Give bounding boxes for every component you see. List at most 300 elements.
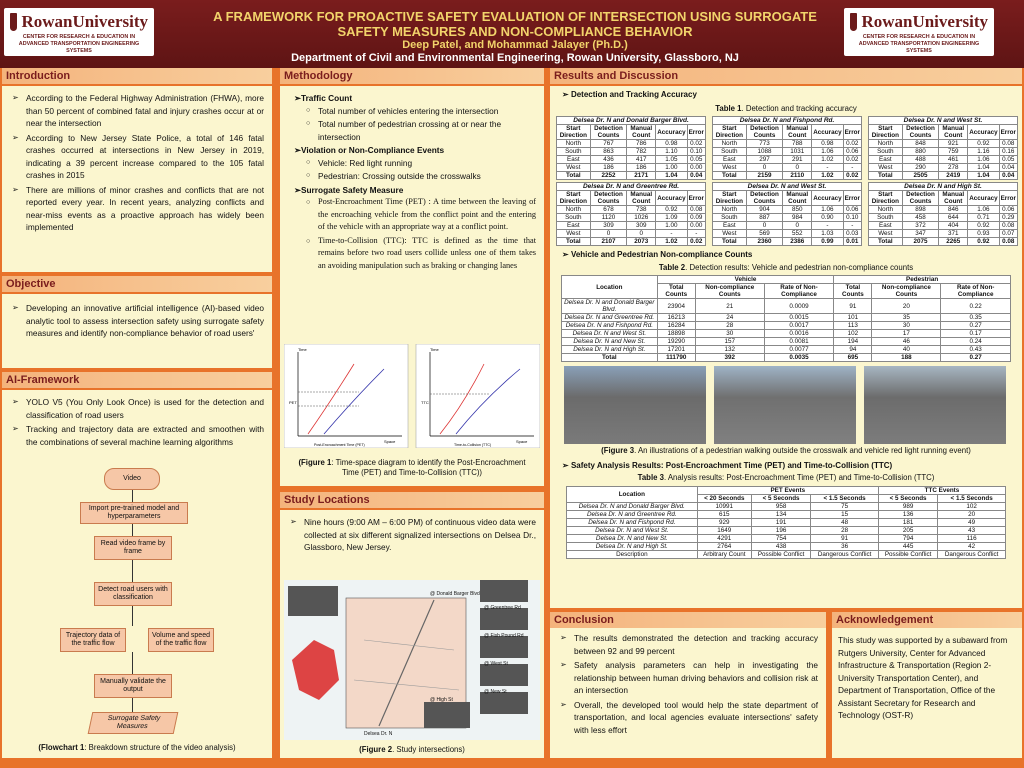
table-cell: 392 [695,354,764,362]
figure3-caption: (Figure 3. An illustrations of a pedestrian walking outside the crosswalk and vehicle red light running event) [601,446,971,455]
table-row [869,172,1018,180]
table-header-cell: Start Direction [869,125,903,140]
table-cell: Delsea Dr. N and Fishpond Rd. [562,322,658,330]
map-label: Delsea Dr. N [364,731,393,737]
table-row [869,140,1018,148]
table-cell: Delsea Dr. N and New St. [567,534,698,542]
diagram-time-label: Time [298,347,307,352]
table-cell: 759 [939,148,968,156]
table-cell: 887 [746,214,783,222]
table-cell: 767 [590,140,627,148]
table-header-cell: Error [999,191,1017,206]
table-cell: East [557,222,591,230]
table-cell: 0.98 [812,140,843,148]
objective-panel [2,294,272,368]
flow-validate: Manually validate the output [94,674,172,698]
table-cell: 0.04 [687,172,705,180]
table-cell: 1.06 [968,206,999,214]
table-cell: 17 [872,330,941,338]
noncompliance-heading: ➢ Vehicle and Pedestrian Non-compliance Counts [562,250,753,259]
ai-framework-panel [2,390,272,758]
table-row [869,156,1018,164]
flow-arrow [132,490,133,502]
table-cell: 0.27 [941,354,1011,362]
table-cell: 23904 [657,299,695,314]
table-cell: 1.09 [656,214,687,222]
conclusion-heading: Conclusion [550,612,826,628]
table-cell: 786 [627,140,656,148]
table-cell: 0.02 [843,172,861,180]
table-header-cell: Vehicle [657,276,834,284]
rowan-logo-right: RowanUniversity CENTER FOR RESEARCH & EDUCATION IN ADVANCED TRANSPORTATION ENGINEERING SYSTEMS [844,8,994,56]
table-cell: 2171 [627,172,656,180]
table-cell: South [869,148,903,156]
table-cell: 42 [938,542,1006,550]
table-cell: - [843,164,861,172]
methodology-heading: Methodology [280,68,544,84]
table-cell: 1.04 [968,172,999,180]
table-row [557,156,706,164]
table-cell: 0.01 [843,238,861,246]
table-cell: 2265 [939,238,968,246]
table-cell: 0.93 [968,230,999,238]
table-cell: West [557,164,591,172]
table-cell: 1.05 [656,156,687,164]
table-row [869,222,1018,230]
table-cell: South [713,214,747,222]
table-cell: 0.10 [843,214,861,222]
traffic-count-list [288,105,536,144]
table-row [557,140,706,148]
table-header-cell: < 1.5 Seconds [811,494,879,502]
table-cell: Delsea Dr. N and Donald Barger Blvd. [562,299,658,314]
table-cell: Description [567,550,698,558]
table-header-cell: Start Direction [713,125,747,140]
table-cell: Total [869,172,903,180]
flowchart-caption: (Flowchart 1: Breakdown structure of the video analysis) [38,743,236,752]
department: Department of Civil and Environmental Engineering, Rowan University, Glassboro, NJ [291,52,739,64]
table-cell: 28 [695,322,764,330]
table-cell: 0.0016 [764,330,834,338]
flow-arrow [132,606,133,626]
table-cell: 116 [938,534,1006,542]
table-cell: 4291 [697,534,751,542]
table-cell: East [869,222,903,230]
table-cell: 0 [783,164,812,172]
table-row [713,230,862,238]
table-cell: East [869,156,903,164]
table-cell: 0.92 [968,238,999,246]
table-row [557,222,706,230]
table-cell: Delsea Dr. N and High St. [567,542,698,550]
table-cell: 0.92 [968,222,999,230]
table-cell: 101 [834,314,872,322]
table-cell: Total [562,354,658,362]
table-cell: Delsea Dr. N and Donald Barger Blvd. [557,117,706,125]
diagram-pet-title: Post-Encroachment Time (PET) [314,443,365,447]
table-cell: Delsea Dr. N and High St. [869,183,1018,191]
flow-arrow [132,524,133,536]
table-cell: 0.99 [812,238,843,246]
table-cell: 1120 [590,214,627,222]
table-cell: East [713,156,747,164]
table-row [567,510,1006,518]
table-cell: 1.16 [968,148,999,156]
table-cell: 0.07 [999,230,1017,238]
table-cell: 0.00 [687,222,705,230]
table-cell: 0.92 [968,140,999,148]
table-row [562,322,1011,330]
table-header-cell: < 5 Seconds [878,494,937,502]
diagram-ttc-label: TTC [421,400,429,405]
table-cell: 75 [811,502,879,510]
table-cell: 1031 [783,148,812,156]
table-cell: 458 [902,214,939,222]
table-row [567,534,1006,542]
table-cell: 644 [939,214,968,222]
objective-heading: Objective [2,276,272,292]
table-cell: Possible Conflict [878,550,937,558]
table-cell: 1649 [697,526,751,534]
table-cell: 309 [627,222,656,230]
table-cell: 0 [590,230,627,238]
table-row [869,230,1018,238]
table-row [713,191,862,206]
violation-heading: ➢Violation or Non-Compliance Events [294,145,445,155]
objective-bullet: ➢ Developing an innovative artificial intelligence (AI)-based video analytic tool to assess intersection safety using surrogate safety measures and identify non-compliance behavior of road users' [10,302,264,340]
table-cell: 1026 [627,214,656,222]
table-row [567,518,1006,526]
intersection-photo [864,366,1006,444]
study-locations-list [288,516,536,554]
table-header-cell: Location [562,276,658,299]
table-cell: 880 [902,148,939,156]
table-cell: 19290 [657,338,695,346]
table-cell: 2110 [783,172,812,180]
table-header-cell: Detection Counts [590,191,627,206]
table-cell: 0.08 [999,238,1017,246]
table-cell: 21 [695,299,764,314]
violation-list [288,157,536,183]
ai-framework-list [10,396,264,448]
table-cell: 2252 [590,172,627,180]
table-cell: 297 [746,156,783,164]
table-header-cell: Non-compliance Counts [695,284,764,299]
table-header-cell: Start Direction [713,191,747,206]
diagram-space-label: Space [516,439,528,444]
table-cell: 863 [590,148,627,156]
table-row [562,338,1011,346]
table-row [869,238,1018,246]
conclusion-bullet: ➢ Overall, the developed tool would help the state department of transportation, and local agencies evaluate intersections' safety with less effort [558,699,818,737]
table-header-cell: Accuracy [656,125,687,140]
table-cell: 0.06 [999,206,1017,214]
table-cell: 1.06 [968,156,999,164]
table-cell: West [713,230,747,238]
table-cell: 2075 [902,238,939,246]
table-row [562,330,1011,338]
table-cell: - [687,230,705,238]
red-light-photo [714,366,856,444]
methodology-panel [280,86,544,486]
flow-ssm: Surrogate Safety Measures [88,712,179,734]
table-header-cell: Rate of Non-Compliance [764,284,834,299]
table-cell: 15 [811,510,879,518]
table-cell: Dangerous Conflict [811,550,879,558]
table-cell: 1.00 [656,164,687,172]
intersection-photo [288,586,338,616]
table-header-cell: Detection Counts [746,191,783,206]
table-header-cell: Manual Count [783,191,812,206]
table1-block [712,182,862,246]
ssm-list [288,196,536,272]
table-cell: Delsea Dr. N and Greentree Rd. [562,314,658,322]
table-cell: 20 [938,510,1006,518]
table-cell: 1.02 [656,238,687,246]
table-header-cell: TTC Events [878,486,1005,494]
conclusion-bullet: ➢ The results demonstrated the detection and tracking accuracy between 92 and 99 percent [558,632,818,657]
map-label: @ Fish Pound Rd [484,633,524,639]
results-heading: Results and Discussion [550,68,1022,84]
table-header-cell: Start Direction [557,125,591,140]
table-cell: 678 [590,206,627,214]
table-cell: 794 [878,534,937,542]
table-cell: Dangerous Conflict [938,550,1006,558]
table1-block [556,116,706,180]
table-cell: 10991 [697,502,751,510]
table-row [713,140,862,148]
table-cell: 773 [746,140,783,148]
table-cell: 984 [783,214,812,222]
table-cell: 0.98 [656,140,687,148]
table-cell: South [557,214,591,222]
table-cell: 0.17 [941,330,1011,338]
table-cell: 188 [872,354,941,362]
table-row [562,314,1011,322]
conclusion-bullet: ➢ Safety analysis parameters can help in investigating the relationship between human driving behaviors and collision risk at an intersection [558,659,818,697]
table-row [713,206,862,214]
table-cell: 0.02 [687,238,705,246]
table-cell: 43 [938,526,1006,534]
table-header-cell: Location [567,486,698,502]
safety-heading: ➢ Safety Analysis Results: Post-Encroachment Time (PET) and Time-to-Collision (TTC) [562,460,893,470]
table-cell: 1.03 [812,230,843,238]
introduction-heading: Introduction [2,68,272,84]
study-locations-heading: Study Locations [280,492,544,508]
table-cell: 0.09 [687,214,705,222]
table-cell: 46 [872,338,941,346]
table-cell: 738 [627,206,656,214]
table-cell: 30 [872,322,941,330]
ssm-heading: ➢Surrogate Safety Measure [294,184,404,195]
table-cell: 290 [902,164,939,172]
table-cell: 347 [902,230,939,238]
table-cell: 40 [872,346,941,354]
table-cell: 134 [751,510,810,518]
table-cell: 0.03 [843,230,861,238]
table-cell: 1.10 [656,148,687,156]
table-cell: Total [713,172,747,180]
table-cell: - [812,164,843,172]
introduction-list [10,92,264,234]
table-cell: 371 [939,230,968,238]
table-cell: East [557,156,591,164]
table-row [869,164,1018,172]
table1-block [868,182,1018,246]
table-cell: Delsea Dr. N and West St. [713,183,862,191]
table-header-cell: Error [843,125,861,140]
table-cell: North [713,206,747,214]
table2 [561,275,1011,362]
table-header-cell: Manual Count [939,125,968,140]
table-cell: 0 [627,230,656,238]
table-cell: 2764 [697,542,751,550]
table-cell: 569 [746,230,783,238]
table-cell: 0.02 [687,140,705,148]
table-row [869,148,1018,156]
flow-read: Read video frame by frame [94,536,172,560]
table-cell: 552 [783,230,812,238]
table-cell: 16213 [657,314,695,322]
table-header-cell: Manual Count [627,125,656,140]
table-row [713,172,862,180]
table-cell: Total [557,172,591,180]
introduction-panel [2,86,272,272]
figure1-caption: (Figure 1: Time-space diagram to identify the Post-Encroachment Time (PET) and Time-to-Collision (TTC)) [298,458,526,477]
table-row [713,222,862,230]
table-cell: 191 [751,518,810,526]
table-cell: 0.24 [941,338,1011,346]
table-cell: 1088 [746,148,783,156]
table-cell: 372 [902,222,939,230]
diagram-space-label: Space [384,439,396,444]
table-cell: 2386 [783,238,812,246]
table-cell: Delsea Dr. N and West St. [567,526,698,534]
table-cell: 0.08 [999,222,1017,230]
table-cell: 2505 [902,172,939,180]
conclusion-list [558,632,818,736]
figure3-photos [556,366,1016,444]
table-cell: 1.00 [656,222,687,230]
table-cell: 49 [938,518,1006,526]
table-cell: 0.0009 [764,299,834,314]
table-row [869,125,1018,140]
table-cell: 102 [938,502,1006,510]
table-header-cell: Error [999,125,1017,140]
table-cell: 0.16 [999,148,1017,156]
table-cell: 157 [695,338,764,346]
table-row [869,206,1018,214]
map-label: @ High St [430,697,453,703]
table-cell: 102 [834,330,872,338]
ssm-item: ○ Post-Encroachment Time (PET) : A time between the leaving of the encroaching vehicle from the conflict point and the entering of the vehicle with an appropriate way at a conflict point. [306,196,536,234]
table-cell: 2159 [746,172,783,180]
table-header-cell: Error [687,191,705,206]
traffic-count-heading: ➢Traffic Count [294,93,353,103]
table-cell: Delsea Dr. N and Fishpond Rd. [567,518,698,526]
table-cell: Total [713,238,747,246]
map-label: @ Greentree Rd [484,605,521,611]
table-cell: 0.0035 [764,354,834,362]
table-cell: 0.27 [941,322,1011,330]
table-cell: Delsea Dr. N and New St. [562,338,658,346]
table-row [869,214,1018,222]
ai-framework-heading: AI-Framework [2,372,272,388]
table-cell: 0.08 [999,140,1017,148]
table-cell: Arbitrary Count [697,550,751,558]
map-label: @ West St [484,661,508,667]
figure2-caption: (Figure 2. Study intersections) [359,745,465,754]
table-header-cell: Accuracy [968,191,999,206]
flow-arrow [132,698,133,712]
table-header-cell: Detection Counts [590,125,627,140]
table-row [713,238,862,246]
table-cell: Delsea Dr. N and West St. [869,117,1018,125]
table-cell: 615 [697,510,751,518]
table-cell: 2419 [939,172,968,180]
table-cell: 417 [627,156,656,164]
flow-trajectory: Trajectory data of the traffic flow [60,628,126,652]
table-cell: 132 [695,346,764,354]
table-cell: 921 [939,140,968,148]
table-header-cell: Manual Count [627,191,656,206]
intro-bullet: ➢ According to New Jersey State Police, a total of 146 fatal crashes occurred at intersections in New Jersey in 2019, indicating a 39 percent increase compared to the 105 fatal crashes in 2015 [10,132,264,182]
table-cell: South [713,148,747,156]
table-cell: 186 [590,164,627,172]
pedestrian-photo [564,366,706,444]
authors: Deep Patel, and Mohammad Jalayer (Ph.D.) [402,39,628,51]
table-header-cell: Rate of Non-Compliance [941,284,1011,299]
table-header-cell: Manual Count [783,125,812,140]
table-cell: 28 [811,526,879,534]
table-cell: 846 [939,206,968,214]
conclusion-panel [550,628,826,758]
table-row [713,164,862,172]
table-cell: 278 [939,164,968,172]
table-header-cell: Pedestrian [834,276,1011,284]
table-cell: 0.90 [812,214,843,222]
table-cell: - [812,222,843,230]
table-cell: 695 [834,354,872,362]
table-cell: 488 [902,156,939,164]
table-cell: 0.71 [968,214,999,222]
ai-bullet: ➢ Tracking and trajectory data are extracted and smoothen with the combinations of several machine learning algorithms [10,423,264,448]
table-cell: 0 [746,222,783,230]
table-cell: 850 [783,206,812,214]
table-row [713,156,862,164]
flow-detect: Detect road users with classification [94,582,172,606]
table-row [557,191,706,206]
flow-video: Video [104,468,160,490]
table-cell: 445 [878,542,937,550]
table3-title: Table 3. Analysis results: Post-Encroachment Time (PET) and Time-to-Collision (TTC) [637,473,935,482]
table-cell: West [869,230,903,238]
diagram-ttc-title: Time-to-Collision (TTC) [454,443,492,447]
table-cell: West [713,164,747,172]
table-cell: 0.05 [999,156,1017,164]
table-cell: 0 [783,222,812,230]
table-cell: 30 [695,330,764,338]
acknowledgement-text: This study was supported by a subaward from Rutgers University, Center for Advanced Infrastructure & Transportation (Region 2-University Transportation Center), and Department of Transportation, Office of the Assistant Secretary for Research and Technology (OST-R) [838,635,1008,720]
table-cell: 0.06 [843,206,861,214]
table-cell: West [869,164,903,172]
table-header-cell: Total Counts [657,284,695,299]
table-row [557,164,706,172]
table-cell: 0.0077 [764,346,834,354]
table-cell: 0.0017 [764,322,834,330]
table1-block [556,182,706,246]
table-cell: 91 [811,534,879,542]
